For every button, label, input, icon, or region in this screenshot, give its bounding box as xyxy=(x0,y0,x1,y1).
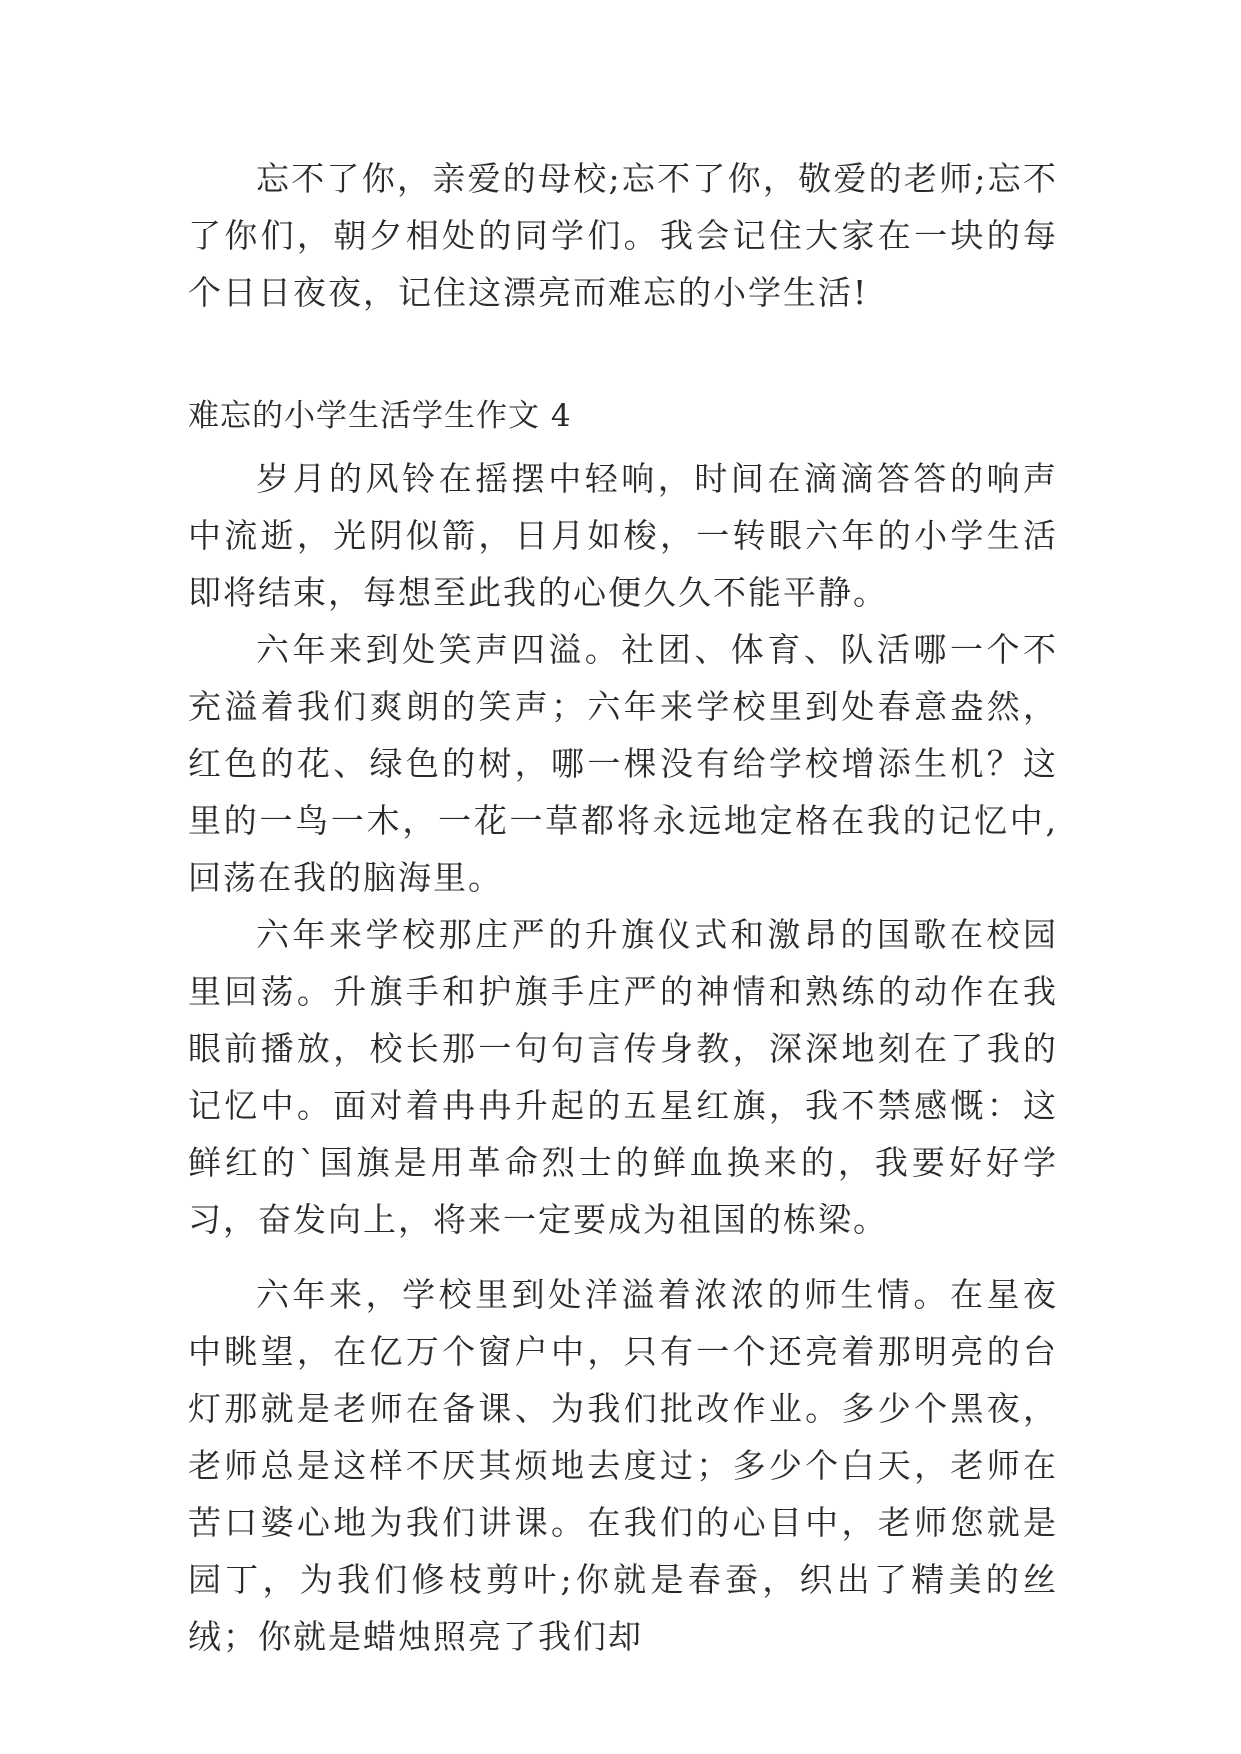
section-title: 难忘的小学生活学生作文 4 xyxy=(188,398,572,434)
section-spacer xyxy=(188,321,1058,388)
document-page xyxy=(188,150,1058,1665)
paragraph-2: 六年来到处笑声四溢。社团、体育、队活哪一个不充溢着我们爽朗的笑声；六年来学校里到处春意盎然，红色的花、绿色的树，哪一棵没有给学校增添生机？这里的一鸟一木，一花一草都将永远地定格在我的记忆中,回荡在我的脑海里。 xyxy=(188,630,1058,897)
paragraph-3: 六年来学校那庄严的升旗仪式和激昂的国歌在校园里回荡。升旗手和护旗手庄严的神情和熟练的动作在我眼前播放，校长那一句句言传身教，深深地刻在了我的记忆中。面对着冉冉升起的五星红旗，我不禁感慨：这鲜红的`国旗是用革命烈士的鲜血换来的，我要好好学习，奋发向上，将来一定要成为祖国的栋梁。 xyxy=(188,915,1058,1239)
paragraph-1: 岁月的风铃在摇摆中轻响，时间在滴滴答答的响声中流逝，光阴似箭，日月如梭，一转眼六年的小学生活即将结束，每想至此我的心便久久不能平静。 xyxy=(188,459,1058,612)
paragraph-spacer xyxy=(188,1248,1058,1266)
intro-paragraph: 忘不了你，亲爱的母校;忘不了你，敬爱的老师;忘不了你们，朝夕相处的同学们。我会记住大家在一块的每个日日夜夜，记住这漂亮而难忘的小学生活! xyxy=(188,159,1058,312)
paragraph-4: 六年来，学校里到处洋溢着浓浓的师生情。在星夜中眺望，在亿万个窗户中，只有一个还亮着那明亮的台灯那就是老师在备课、为我们批改作业。多少个黑夜，老师总是这样不厌其烦地去度过；多少个白天，老师在苦口婆心地为我们讲课。在我们的心目中，老师您就是园丁，为我们修枝剪叶;你就是春蚕，织出了精美的丝绒；你就是蜡烛照亮了我们却 xyxy=(188,1275,1058,1656)
